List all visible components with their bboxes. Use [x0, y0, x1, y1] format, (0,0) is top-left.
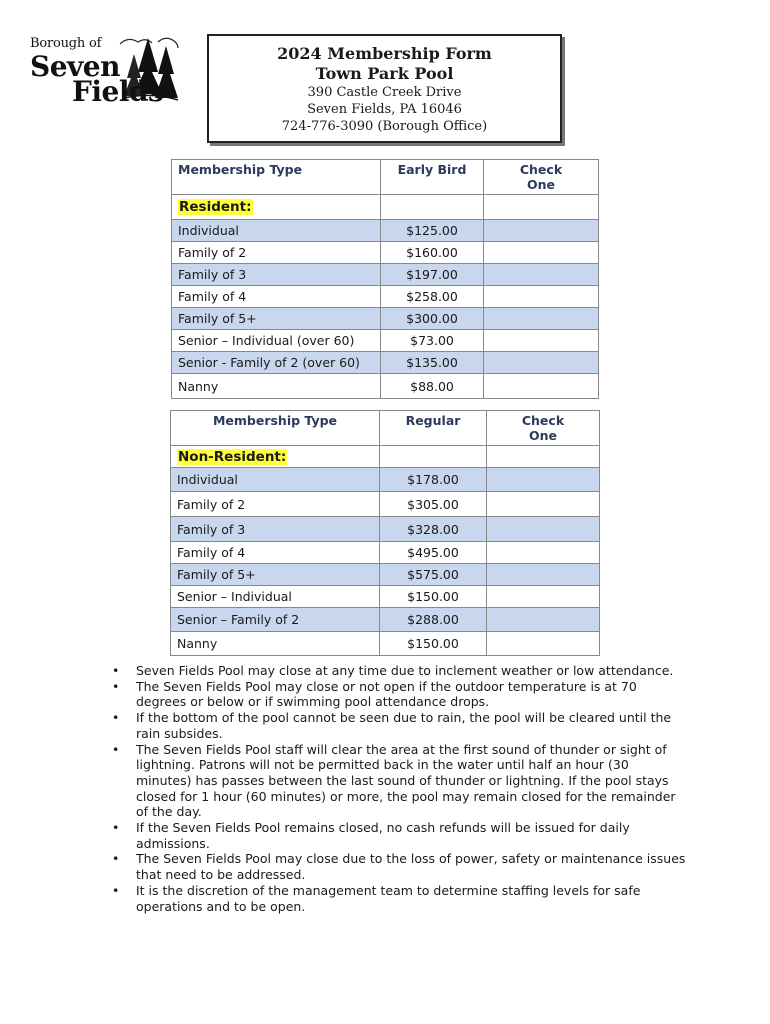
- resident-section-label: [172, 195, 381, 220]
- membership-type: Family of 5+: [172, 308, 381, 330]
- table-row: [172, 220, 599, 242]
- membership-price: $150.00: [380, 586, 487, 608]
- check-one-cell[interactable]: [484, 352, 599, 374]
- table-row: [171, 564, 600, 586]
- table-row: [172, 330, 599, 352]
- nonresident-section-empty-check: [487, 446, 600, 468]
- list-item: • The Seven Fields Pool may close or not open if the outdoor temperature is at 70 degrees or below or if swimming pool attendance drops.: [112, 679, 687, 710]
- membership-type: Nanny: [172, 374, 381, 399]
- resident-section-empty: [381, 195, 484, 220]
- nonresident-section-text: Non-Resident:: [178, 448, 287, 465]
- address-line-1: 390 Castle Creek Drive: [307, 85, 462, 100]
- membership-type: Individual: [171, 468, 380, 492]
- check-one-cell[interactable]: [487, 608, 600, 632]
- table-row: [172, 286, 599, 308]
- address-line-2: Seven Fields, PA 16046: [307, 102, 462, 117]
- membership-price: $258.00: [381, 286, 484, 308]
- membership-price: $135.00: [381, 352, 484, 374]
- membership-type: Senior – Individual (over 60): [172, 330, 381, 352]
- membership-type: Family of 3: [171, 517, 380, 542]
- membership-type: Family of 4: [172, 286, 381, 308]
- membership-price: $328.00: [380, 517, 487, 542]
- membership-type: Individual: [172, 220, 381, 242]
- list-item: • The Seven Fields Pool may close due to the loss of power, safety or maintenance issues that need to be addressed.: [112, 851, 687, 882]
- resident-section-empty-check: [484, 195, 599, 220]
- table-row: [172, 352, 599, 374]
- membership-price: $125.00: [381, 220, 484, 242]
- form-title: 2024 Membership Form: [277, 44, 492, 63]
- membership-price: $288.00: [380, 608, 487, 632]
- resident-fee-table: [171, 159, 599, 399]
- check-one-cell[interactable]: [484, 220, 599, 242]
- membership-price: $305.00: [380, 492, 487, 517]
- check-one-cell[interactable]: [484, 242, 599, 264]
- resident-header-check: [484, 160, 599, 195]
- logo-line-seven: Seven: [30, 50, 120, 83]
- membership-type: Family of 4: [171, 542, 380, 564]
- membership-price: $73.00: [381, 330, 484, 352]
- membership-price: $300.00: [381, 308, 484, 330]
- membership-type: Nanny: [171, 632, 380, 656]
- check-one-cell[interactable]: [487, 586, 600, 608]
- resident-header-check-line2: One: [526, 177, 555, 192]
- membership-type: Family of 2: [171, 492, 380, 517]
- table-row: [171, 468, 600, 492]
- check-one-cell[interactable]: [484, 264, 599, 286]
- membership-price: $160.00: [381, 242, 484, 264]
- list-item: • If the Seven Fields Pool remains closed, no cash refunds will be issued for daily admissions.: [112, 820, 687, 851]
- table-row: [171, 542, 600, 564]
- nonresident-section-empty: [380, 446, 487, 468]
- resident-header-type: Membership Type: [172, 160, 381, 195]
- membership-price: $495.00: [380, 542, 487, 564]
- table-row: [171, 492, 600, 517]
- check-one-cell[interactable]: [484, 374, 599, 399]
- resident-header-check-line1: Check: [519, 162, 563, 177]
- resident-section-text: Resident:: [179, 199, 252, 215]
- form-header: [207, 34, 562, 143]
- check-one-cell[interactable]: [487, 468, 600, 492]
- membership-type: Family of 5+: [171, 564, 380, 586]
- table-row: [172, 308, 599, 330]
- check-one-cell[interactable]: [487, 542, 600, 564]
- nonresident-fee-table: [170, 410, 600, 656]
- nonresident-section-label: [171, 446, 380, 468]
- nonresident-header-check-line1: Check: [521, 413, 565, 428]
- membership-price: $575.00: [380, 564, 487, 586]
- check-one-cell[interactable]: [487, 517, 600, 542]
- table-row: [172, 264, 599, 286]
- list-item: • Seven Fields Pool may close at any time due to inclement weather or low attendance.: [112, 663, 687, 679]
- membership-type: Family of 2: [172, 242, 381, 264]
- membership-price: $197.00: [381, 264, 484, 286]
- nonresident-header-price: Regular: [380, 411, 487, 446]
- membership-type: Senior – Individual: [171, 586, 380, 608]
- table-row: [171, 586, 600, 608]
- list-item: • If the bottom of the pool cannot be seen due to rain, the pool will be cleared until the rain subsides.: [112, 710, 687, 741]
- form-subtitle: Town Park Pool: [315, 64, 454, 83]
- phone-line: 724-776-3090 (Borough Office): [281, 119, 488, 134]
- logo-line-borough: Borough of: [30, 36, 102, 51]
- logo-line-fields: Fields: [72, 75, 164, 108]
- borough-logo: [28, 34, 180, 108]
- check-one-cell[interactable]: [487, 564, 600, 586]
- table-row: [172, 242, 599, 264]
- check-one-cell[interactable]: [487, 632, 600, 656]
- membership-type: Family of 3: [172, 264, 381, 286]
- membership-price: $178.00: [380, 468, 487, 492]
- list-item: • It is the discretion of the management team to determine staffing levels for safe operations and to be open.: [112, 883, 687, 914]
- nonresident-header-check: [487, 411, 600, 446]
- table-row: [171, 517, 600, 542]
- table-row: [171, 632, 600, 656]
- membership-type: Senior – Family of 2: [171, 608, 380, 632]
- check-one-cell[interactable]: [484, 286, 599, 308]
- membership-price: $150.00: [380, 632, 487, 656]
- nonresident-header-check-line2: One: [528, 428, 557, 443]
- resident-header-price: Early Bird: [381, 160, 484, 195]
- check-one-cell[interactable]: [487, 492, 600, 517]
- list-item: • The Seven Fields Pool staff will clear the area at the first sound of thunder or sight of lightning. Patrons will not be permitted back in the water until half an hour (30 minutes) has passes between the last sound of thunder or lightning. If the pool stays closed for 1 hour (60 minutes) or more, the pool may remain closed for the remainder of the day.: [112, 742, 687, 821]
- table-row: [171, 608, 600, 632]
- membership-type: Senior - Family of 2 (over 60): [172, 352, 381, 374]
- check-one-cell[interactable]: [484, 330, 599, 352]
- nonresident-header-type: Membership Type: [171, 411, 380, 446]
- membership-price: $88.00: [381, 374, 484, 399]
- pool-rules-list: [112, 663, 687, 914]
- table-row: [172, 374, 599, 399]
- check-one-cell[interactable]: [484, 308, 599, 330]
